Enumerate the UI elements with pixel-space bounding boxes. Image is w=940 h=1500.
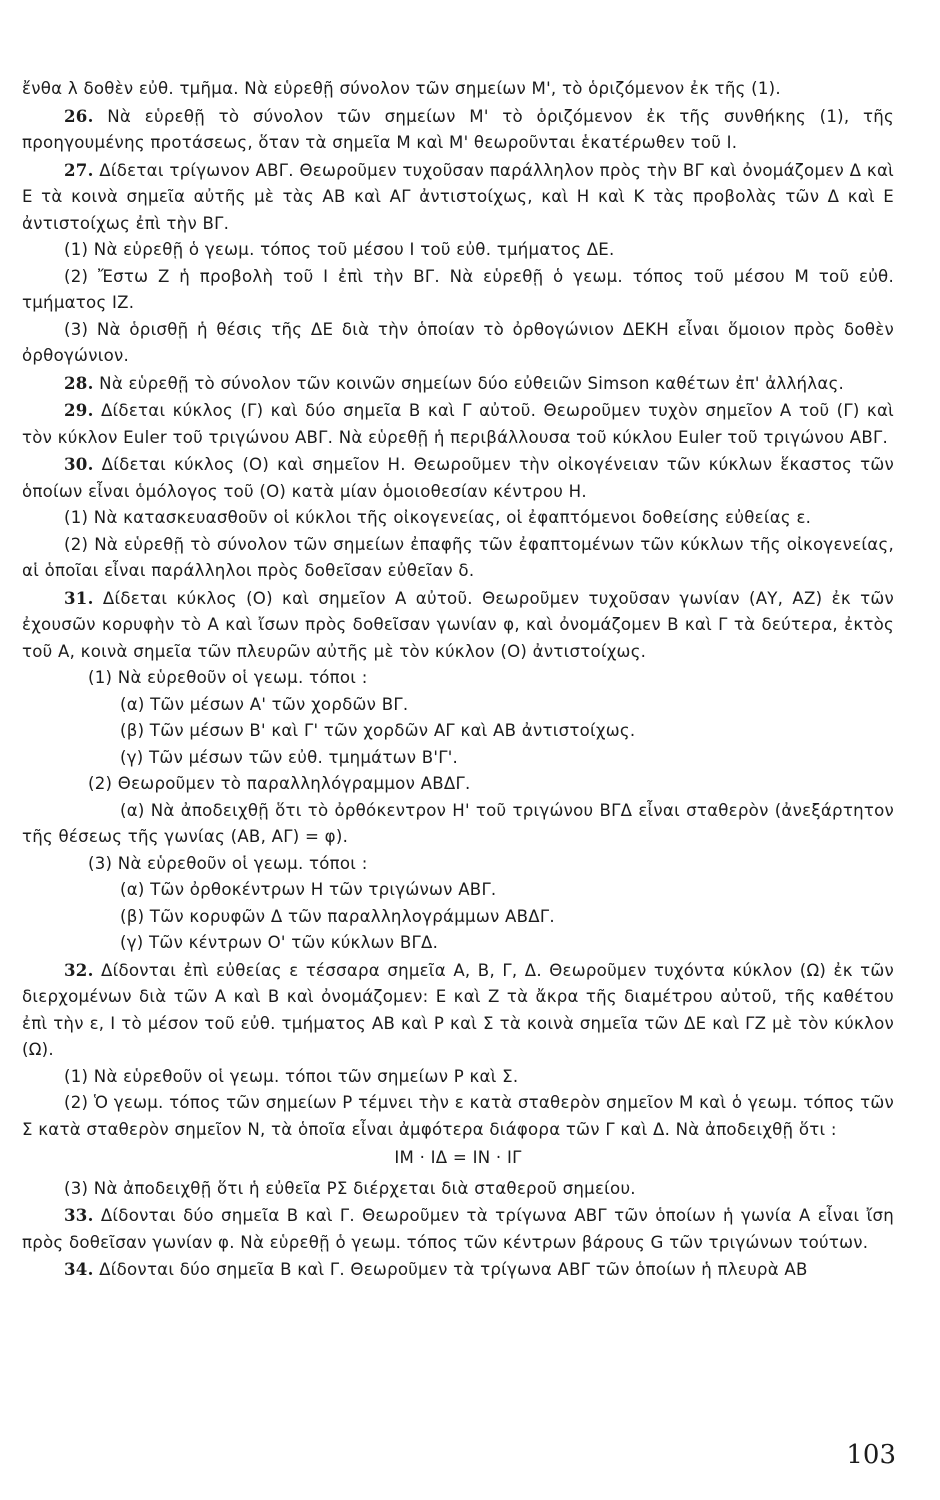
exercise-32-part-2: (2) Ὁ γεωμ. τόπος τῶν σημείων Ρ τέμνει τὴν ε κατὰ σταθερὸν σημεῖον Μ καὶ ὁ γεωμ. τόπος τῶν Σ κατὰ σταθερὸν σημεῖον Ν, τὰ ὁποῖα εἶναι ἀμφότερα διάφορα τῶν Γ καὶ Δ. Νὰ ἀποδειχθῇ ὅτι :: [22, 1093, 894, 1139]
exercise-33: [22, 1202, 894, 1256]
equation: ΙΜ · ΙΔ = ΙΝ · ΙΓ: [394, 1148, 522, 1167]
exercise-31-part-1: (1) Νὰ εὑρεθοῦν οἱ γεωμ. τόποι :: [88, 668, 368, 687]
exercise-31-part-1a: (α) Τῶν μέσων Α' τῶν χορδῶν ΒΓ.: [120, 694, 409, 714]
exercise-27-part-1: (1) Νὰ εὑρεθῇ ὁ γεωμ. τόπος τοῦ μέσου Ι τοῦ εὐθ. τμήματος ΔΕ.: [64, 240, 615, 259]
exercise-30-part-1: (1) Νὰ κατασκευασθοῦν οἱ κύκλοι τῆς οἰκογενείας, οἱ ἐφαπτόμενοι δοθείσης εὐθείας ε.: [64, 508, 812, 527]
exercise-number: 31.: [64, 587, 94, 608]
exercise-number: 34.: [64, 1259, 94, 1279]
exercise-28: [22, 370, 894, 398]
page-number: 103: [846, 1440, 896, 1470]
exercise-31-part-3a: (α) Τῶν ὀρθοκέντρων Η τῶν τριγώνων ΑΒΓ.: [120, 880, 497, 899]
exercise-31-part-1b: (β) Τῶν μέσων Β' καὶ Γ' τῶν χορδῶν ΑΓ καὶ ΑΒ ἀντιστοίχως.: [120, 721, 636, 740]
exercise-number: 30.: [64, 454, 94, 474]
exercise-31-part-1c: (γ) Τῶν μέσων τῶν εὐθ. τμημάτων Β'Γ'.: [120, 747, 459, 767]
exercise-32-part-3: (3) Νὰ ἀποδειχθῇ ὅτι ἡ εὐθεῖα ΡΣ διέρχεται διὰ σταθεροῦ σημείου.: [64, 1178, 636, 1198]
exercise-number: 27.: [64, 159, 94, 180]
exercise-27-part-2: (2) Ἔστω Ζ ἡ προβολὴ τοῦ Ι ἐπὶ τὴν ΒΓ. Νὰ εὑρεθῇ ὁ γεωμ. τόπος τοῦ μέσου Μ τοῦ εὐθ. τμήματος ΙΖ.: [22, 266, 894, 312]
exercise-text: Νὰ εὑρεθῇ τὸ σύνολον τῶν κοινῶν σημείων δύο εὐθειῶν Simson καθέτων ἐπ' ἀλλήλας.: [99, 373, 845, 393]
exercise-text: Δίδεται κύκλος (Γ) καὶ δύο σημεῖα Β καὶ Γ αὐτοῦ. Θεωροῦμεν τυχὸν σημεῖον Α τοῦ (Γ) καὶ τὸν κύκλον Euler τοῦ τριγώνου ΑΒΓ. Νὰ εὑρεθῇ ἡ περιβάλλουσα τοῦ κύκλου Euler τοῦ τριγώνου ΑΒΓ.: [22, 401, 894, 447]
exercise-number: 29.: [64, 400, 94, 420]
exercise-31-part-3: (3) Νὰ εὑρεθοῦν οἱ γεωμ. τόποι :: [88, 853, 368, 873]
exercise-number: 26.: [64, 105, 94, 126]
exercise-text: Δίδεται τρίγωνον ΑΒΓ. Θεωροῦμεν τυχοῦσαν παράλληλον πρὸς τὴν ΒΓ καὶ ὀνομάζομεν Δ καὶ Ε τὰ κοινὰ σημεῖα αὐτῆς μὲ τὰς ΑΒ καὶ ΑΓ ἀντιστοίχως, καὶ Η καὶ Κ τὰς προβολὰς τῶν Δ καὶ Ε ἀντιστοίχως ἐπὶ τὴν ΒΓ.: [22, 160, 894, 233]
exercise-34: [22, 1256, 894, 1284]
exercise-31-part-3b: (β) Τῶν κορυφῶν Δ τῶν παραλληλογράμμων ΑΒΔΓ.: [120, 906, 555, 926]
continuation-line: ἔνθα λ δοθὲν εὐθ. τμῆμα. Νὰ εὑρεθῇ σύνολον τῶν σημείων Μ', τὸ ὁριζόμενον ἐκ τῆς (1).: [22, 79, 781, 98]
exercise-text: Δίδεται κύκλος (Ο) καὶ σημεῖον Α αὐτοῦ. Θεωροῦμεν τυχοῦσαν γωνίαν (ΑΥ, ΑΖ) ἐκ τῶν ἐχουσῶν κορυφὴν τὸ Α καὶ ἴσων πρὸς δοθεῖσαν γωνίαν φ, καὶ ὀνομάζομεν Β καὶ Γ τὰ δεύτερα, ἐκτὸς τοῦ Α, κοινὰ σημεῖα τῶν πλευρῶν αὐτῆς μὲ τὸν κύκλον (Ο) ἀντιστοίχως.: [22, 588, 894, 661]
exercise-text: Δίδεται κύκλος (Ο) καὶ σημεῖον Η. Θεωροῦμεν τὴν οἰκογένειαν τῶν κύκλων ἕκαστος τῶν ὁποίων εἶναι ὁμόλογος τοῦ (Ο) κατὰ μίαν ὁμοιοθεσίαν κέντρου Η.: [22, 455, 894, 501]
exercise-31-part-3c: (γ) Τῶν κέντρων Ο' τῶν κύκλων ΒΓΔ.: [120, 933, 439, 952]
exercise-text: Δίδονται ἐπὶ εὐθείας ε τέσσαρα σημεῖα Α, Β, Γ, Δ. Θεωροῦμεν τυχόντα κύκλον (Ω) ἐκ τῶν διερχομένων διὰ τῶν Α καὶ Β καὶ ὀνομάζομεν: Ε καὶ Ζ τὰ ἄκρα τῆς διαμέτρου αὐτοῦ, τῆς καθέτου ἐπὶ τὴν ε, Ι τὸ μέσον τοῦ εὐθ. τμήματος ΑΒ καὶ Ρ καὶ Σ τὰ κοινὰ σημεῖα τῶν ΔΕ καὶ ΓΖ μὲ τὸν κύκλον (Ω).: [22, 960, 894, 1059]
exercise-31-part-2a: (α) Νὰ ἀποδειχθῇ ὅτι τὸ ὀρθόκεντρον Η' τοῦ τριγώνου ΒΓΔ εἶναι σταθερὸν (ἀνεξάρτητον τῆς θέσεως τῆς γωνίας (ΑΒ, ΑΓ) = φ).: [22, 800, 894, 846]
exercise-29: [22, 397, 894, 451]
exercise-30-part-2: (2) Νὰ εὑρεθῇ τὸ σύνολον τῶν σημείων ἐπαφῆς τῶν ἐφαπτομένων τῶν κύκλων τῆς οἰκογενείας, αἱ ὁποῖαι εἶναι παράλληλοι πρὸς δοθεῖσαν εὐθεῖαν δ.: [22, 534, 894, 580]
exercise-26: [22, 103, 894, 157]
exercise-number: 33.: [64, 1205, 94, 1225]
page-body: [22, 76, 894, 1284]
exercise-31: [22, 585, 894, 666]
exercise-27-part-3: (3) Νὰ ὁρισθῇ ἡ θέσις τῆς ΔΕ διὰ τὴν ὁποίαν τὸ ὀρθογώνιον ΔΕΚΗ εἶναι ὅμοιον πρὸς δοθὲν ὀρθογώνιον.: [22, 319, 894, 365]
exercise-30: [22, 451, 894, 505]
exercise-number: 28.: [64, 372, 94, 393]
exercise-32-part-1: (1) Νὰ εὑρεθοῦν οἱ γεωμ. τόποι τῶν σημείων Ρ καὶ Σ.: [64, 1066, 519, 1086]
exercise-text: Δίδονται δύο σημεῖα Β καὶ Γ. Θεωροῦμεν τὰ τρίγωνα ΑΒΓ τῶν ὁποίων ἡ πλευρὰ ΑΒ: [99, 1260, 808, 1279]
exercise-32: [22, 957, 894, 1064]
exercise-text: Νὰ εὑρεθῇ τὸ σύνολον τῶν σημείων Μ' τὸ ὁριζόμενον ἐκ τῆς συνθήκης (1), τῆς προηγουμένης προτάσεως, ὅταν τὰ σημεῖα Μ καὶ Μ' θεωροῦνται ἑκατέρωθεν τοῦ Ι.: [22, 106, 895, 152]
exercise-31-part-2: (2) Θεωροῦμεν τὸ παραλληλόγραμμον ΑΒΔΓ.: [88, 774, 471, 793]
exercise-number: 32.: [64, 959, 94, 980]
exercise-27: [22, 157, 894, 238]
exercise-text: Δίδονται δύο σημεῖα Β καὶ Γ. Θεωροῦμεν τὰ τρίγωνα ΑΒΓ τῶν ὁποίων ἡ γωνία Α εἶναι ἴση πρὸς δοθεῖσαν γωνίαν φ. Νὰ εὑρεθῇ ὁ γεωμ. τόπος τῶν κέντρων βάρους G τῶν τριγώνων τούτων.: [22, 1206, 894, 1252]
